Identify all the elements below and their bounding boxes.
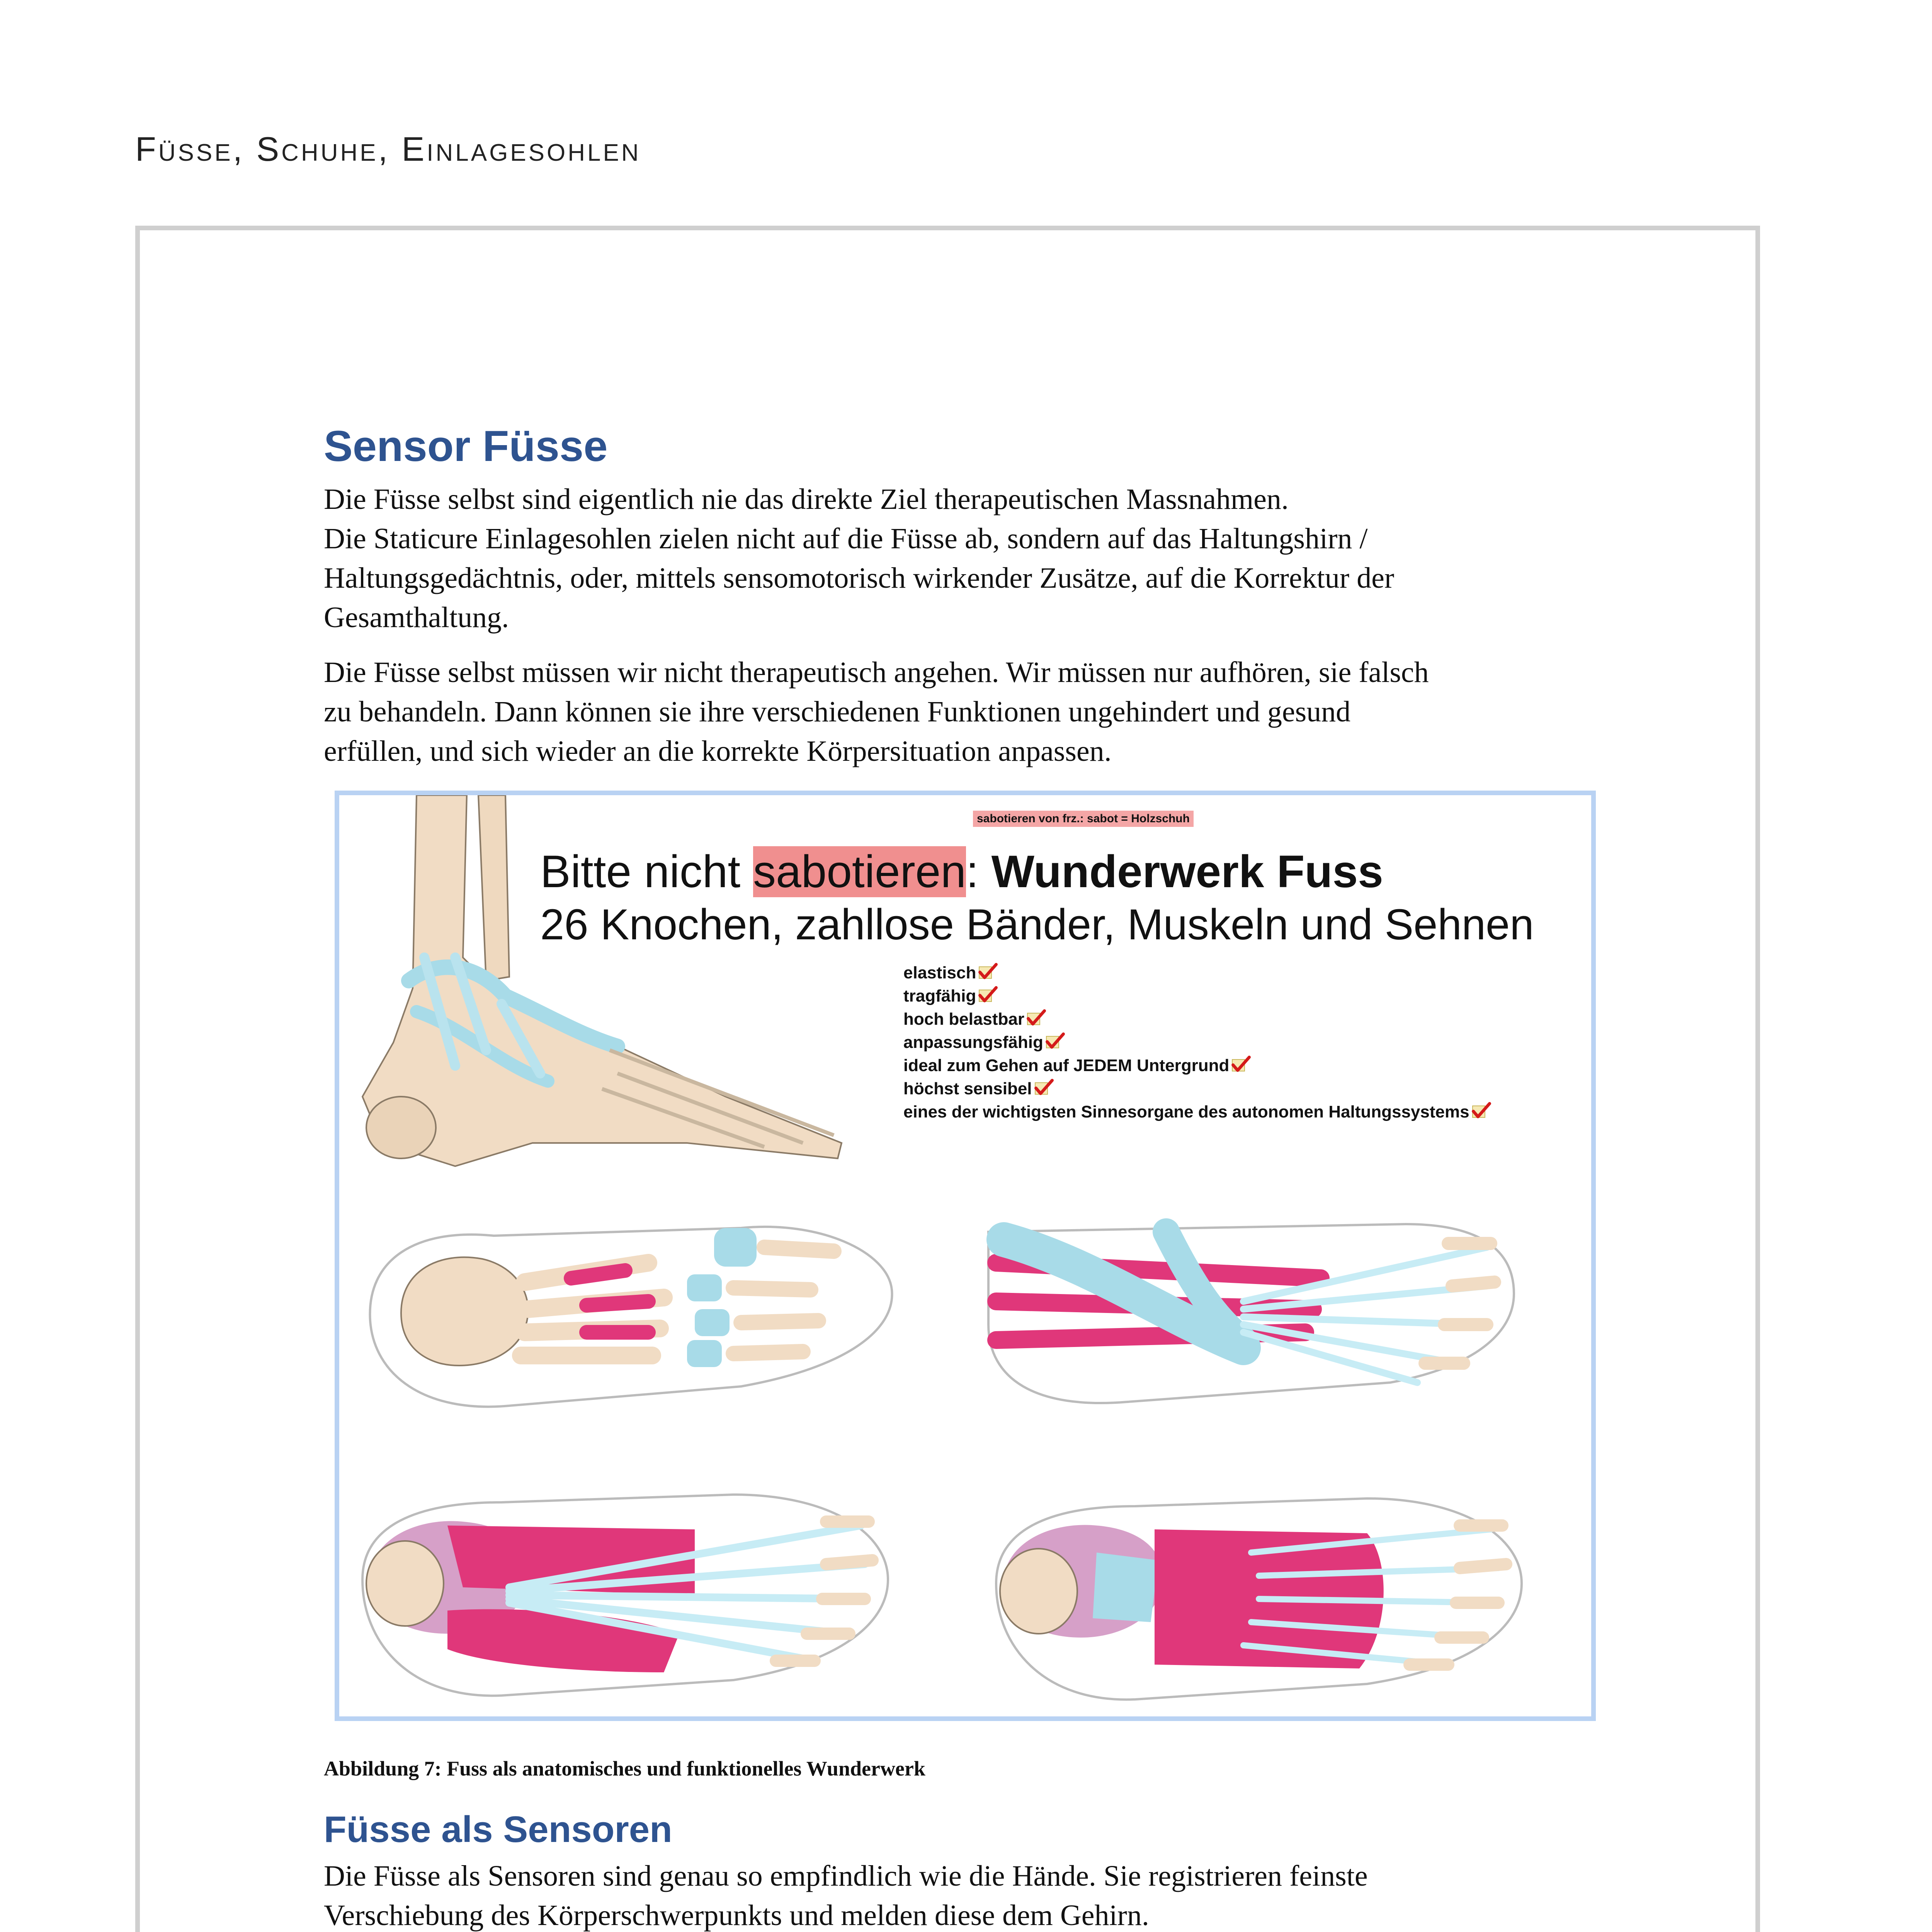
section-sensor-fuesse	[324, 421, 1599, 771]
figure-title: Bitte nicht sabotieren: Wunderwerk Fuss	[540, 846, 1383, 897]
foot-muscles-plantar-illustration	[347, 1479, 903, 1711]
checklist-item: hoch belastbar	[903, 1008, 1491, 1031]
section-heading: Füsse als Sensoren	[324, 1809, 672, 1850]
checklist-item: elastisch	[903, 961, 1491, 985]
red-check-icon	[1024, 1009, 1046, 1027]
foot-ligaments-plantar-illustration	[973, 1201, 1529, 1433]
foot-bones-top-view-illustration	[355, 1205, 911, 1421]
paragraph: Die Füsse selbst sind eigentlich nie das direkte Ziel therapeutischen Massnahmen. Die Staticure Einlagesohlen zielen nicht auf die Füsse ab, sondern auf das Haltungshirn / Haltungsgedächtnis, oder, mittels sensomotorisch wirkender Zusätze, auf die Korrektur der Gesamthaltung.	[324, 483, 1395, 634]
red-check-icon	[976, 963, 998, 981]
checklist-item: ideal zum Gehen auf JEDEM Untergrund	[903, 1054, 1491, 1077]
foot-deep-muscles-illustration	[981, 1483, 1537, 1715]
section-fuesse-als-sensoren	[324, 1808, 1599, 1932]
figure-subtitle: 26 Knochen, zahllose Bänder, Muskeln und Sehnen	[540, 900, 1534, 949]
section-heading: Sensor Füsse	[324, 422, 608, 470]
paragraph: Die Füsse selbst müssen wir nicht therapeutisch angehen. Wir müssen nur aufhören, sie falsch zu behandeln. Dann können sie ihre verschiedenen Funktionen ungehindert und gesund erfüllen, und sich wieder an die korrekte Körpersituation anpassen.	[324, 656, 1429, 767]
checklist-item: tragfähig	[903, 985, 1491, 1008]
checklist-item: höchst sensibel	[903, 1077, 1491, 1100]
red-check-icon	[976, 986, 998, 1004]
red-check-icon	[1469, 1102, 1491, 1120]
highlighted-word: sabotieren	[753, 846, 966, 897]
figure-caption: Abbildung 7: Fuss als anatomisches und funktionelles Wunderwerk	[324, 1757, 925, 1780]
red-check-icon	[1032, 1079, 1054, 1097]
checklist-item: anpassungsfähig	[903, 1031, 1491, 1054]
property-checklist	[903, 961, 1491, 1124]
red-check-icon	[1043, 1032, 1065, 1050]
paragraph: Die Füsse als Sensoren sind genau so empfindlich wie die Hände. Sie registrieren feinste Verschiebung des Körperschwerpunkts und melden diese dem Gehirn.	[324, 1860, 1368, 1932]
figure-footnote-tag: sabotieren von frz.: sabot = Holzschuh	[973, 811, 1194, 827]
checklist-item: eines der wichtigsten Sinnesorgane des autonomen Haltungssystems	[903, 1100, 1491, 1124]
running-header: Füsse, Schuhe, Einlagesohlen	[135, 130, 641, 168]
anatomy-figure	[335, 791, 1596, 1721]
red-check-icon	[1229, 1056, 1251, 1073]
foot-side-view-illustration	[339, 795, 880, 1189]
